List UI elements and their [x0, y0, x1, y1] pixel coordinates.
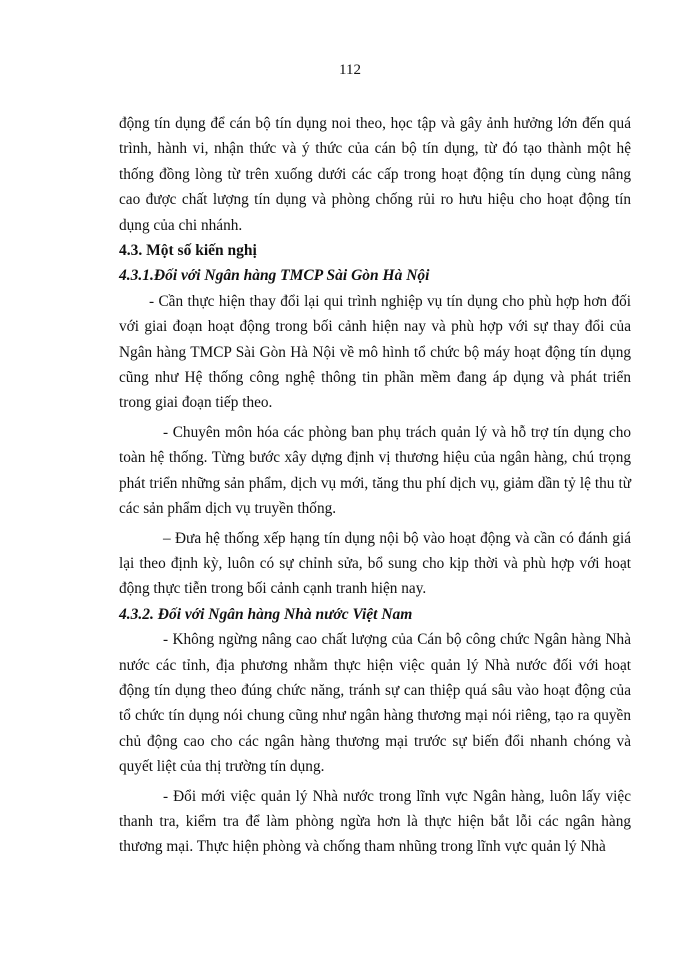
subsection-1-paragraph-2: - Chuyên môn hóa các phòng ban phụ trách quản lý và hỗ trợ tín dụng cho toàn hệ thống. Từng bước xây dựng định vị thương hiệu của ngân hàng, chú trọng phát triển những sản phẩm, dịch vụ mới, tăng thu phí dịch vụ, giảm dần tỷ lệ thu từ các sản phẩm dịch vụ truyền thống.: [119, 423, 631, 518]
page-content: [119, 111, 631, 860]
page-number: 112: [339, 62, 361, 78]
intro-paragraph: động tín dụng để cán bộ tín dụng noi theo, học tập và gây ảnh hưởng lớn đến quá trình, hành vi, nhận thức và ý thức của cán bộ tín dụng, từ đó tạo thành một hệ thống đồng lòng từ trên xuống dưới các cấp trong hoạt động tín dụng cùng nâng cao được chất lượng tín dụng và phòng chống rủi ro hưu hiệu cho hoạt động tín dụng của chi nhánh.: [119, 115, 631, 234]
subsection-2-paragraph-2: - Đổi mới việc quản lý Nhà nước trong lĩnh vực Ngân hàng, luôn lấy việc thanh tra, kiểm tra để làm phòng ngừa hơn là thực hiện bắt lỗi các ngân hàng thương mại. Thực hiện phòng và chống tham nhũng trong lĩnh vực quản lý Nhà: [119, 787, 631, 856]
subsection-2-paragraph-1: - Không ngừng nâng cao chất lượng của Cán bộ công chức Ngân hàng Nhà nước các tỉnh, địa phương nhằm thực hiện việc quản lý Nhà nước đối với hoạt động tín dụng theo đúng chức năng, tránh sự can thiệp quá sâu vào hoạt động của tổ chức tín dụng nói chung cũng như ngân hàng thương mại nói riêng, tạo ra quyền chủ động cao cho các ngân hàng thương mại trước sự biến đổi nhanh chóng và quyết liệt của thị trường tín dụng.: [119, 631, 631, 776]
subsection-1-paragraph-3: – Đưa hệ thống xếp hạng tín dụng nội bộ vào hoạt động và cần có đánh giá lại theo định kỳ, luôn có sự chỉnh sửa, bổ sung cho kịp thời và phù hợp với hoạt động thực tiễn trong bối cảnh cạnh tranh hiện nay.: [119, 529, 631, 598]
section-heading: 4.3. Một số kiến nghị: [119, 242, 257, 260]
subsection-1-heading: 4.3.1.Đối với Ngân hàng TMCP Sài Gòn Hà Nội: [119, 267, 430, 285]
subsection-2-heading: 4.3.2. Đối với Ngân hàng Nhà nước Việt Nam: [119, 605, 413, 623]
subsection-1-paragraph-1: - Cần thực hiện thay đổi lại qui trình nghiệp vụ tín dụng cho phù hợp hơn đối với giai đoạn hoạt động trong bối cảnh hiện nay và phù hợp với sự thay đổi của Ngân hàng TMCP Sài Gòn Hà Nội về mô hình tổ chức bộ máy hoạt động tín dụng cũng như Hệ thống công nghệ thông tin phần mềm đang áp dụng và phát triển trong giai đoạn tiếp theo.: [119, 292, 631, 412]
